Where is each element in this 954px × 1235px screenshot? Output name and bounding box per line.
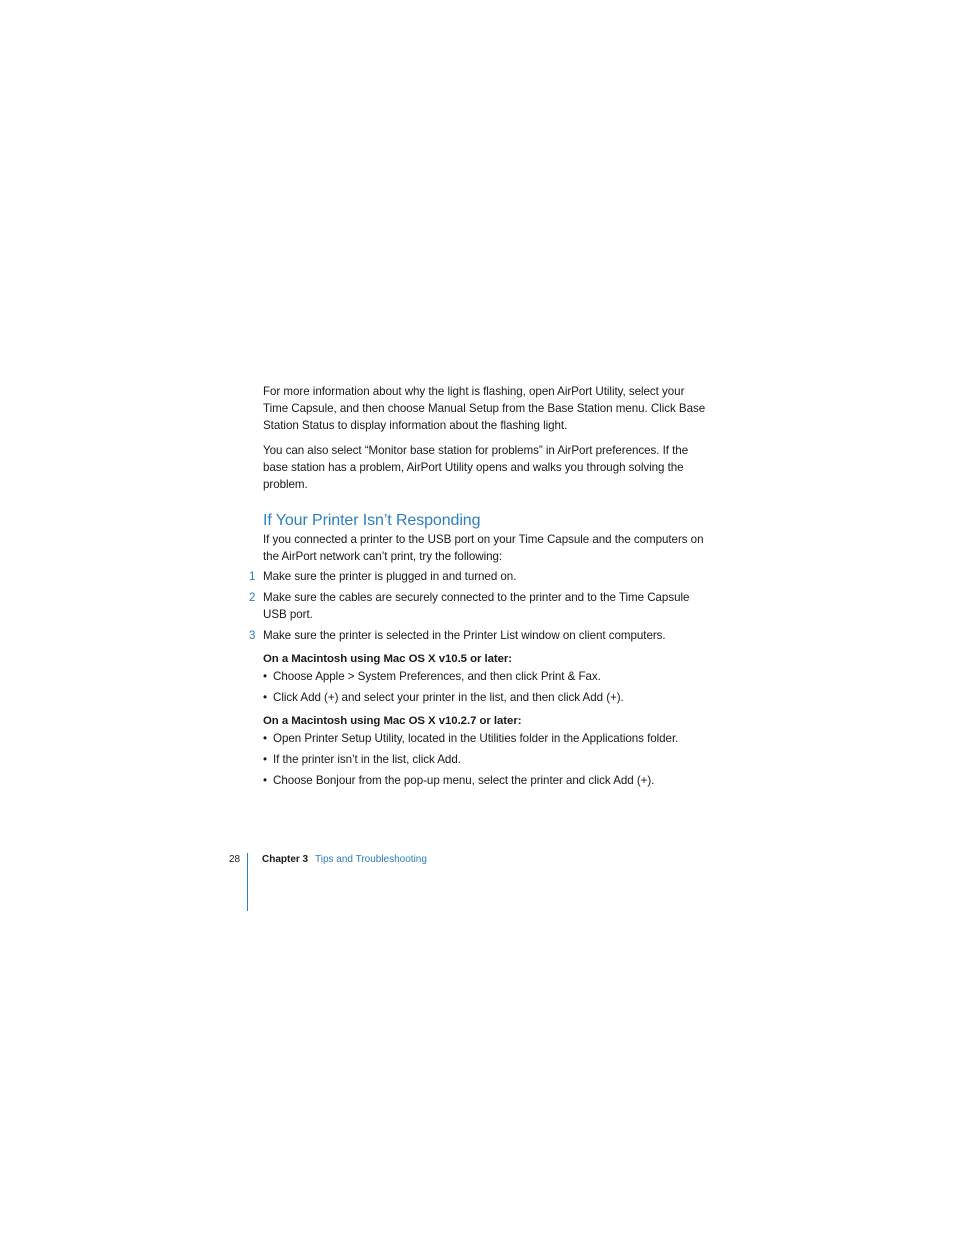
bullet-item xyxy=(263,689,708,706)
bullet-list-mac-10-5 xyxy=(263,668,708,706)
bullet-item xyxy=(263,772,708,789)
section-intro: If you connected a printer to the USB port on your Time Capsule and the computers on the AirPort network can’t print, try the following: xyxy=(263,533,704,563)
intro-paragraph-1: For more information about why the light is flashing, open AirPort Utility, select your Time Capsule, and then choose Manual Setup from the Base Station menu. Click Base Station Status to display information about the flashing light. xyxy=(263,385,706,432)
chapter-label: Chapter 3 xyxy=(262,854,309,865)
step-item xyxy=(249,589,708,623)
step-item xyxy=(249,568,708,585)
page-number: 28 xyxy=(229,854,241,865)
bullet-item xyxy=(263,730,708,747)
bullet-text: Open Printer Setup Utility, located in the Utilities folder in the Applications folder. xyxy=(273,732,679,745)
bullet-icon: • xyxy=(263,753,268,766)
bullet-icon: • xyxy=(263,691,268,704)
intro-paragraph-2: You can also select “Monitor base station for problems” in AirPort preferences. If the base station has a problem, AirPort Utility opens and walks you through solving the problem. xyxy=(263,444,689,491)
steps-list xyxy=(249,568,708,644)
step-number: 1 xyxy=(249,570,256,583)
step-text: Make sure the printer is selected in the Printer List window on client computers. xyxy=(263,629,666,642)
step-number: 3 xyxy=(249,629,256,642)
bullet-icon: • xyxy=(263,732,268,745)
bullet-item xyxy=(263,668,708,685)
page-body xyxy=(249,383,708,793)
bullet-list-mac-10-2-7 xyxy=(263,730,708,789)
bullet-text: Click Add (+) and select your printer in the list, and then click Add (+). xyxy=(273,691,624,704)
footer-divider xyxy=(247,853,248,911)
bullet-icon: • xyxy=(263,670,268,683)
step-text: Make sure the printer is plugged in and turned on. xyxy=(263,570,517,583)
subhead-mac-10-5: On a Macintosh using Mac OS X v10.5 or later: xyxy=(263,653,513,665)
subhead-mac-10-2-7: On a Macintosh using Mac OS X v10.2.7 or later: xyxy=(263,715,522,727)
bullet-text: If the printer isn’t in the list, click Add. xyxy=(273,753,461,766)
step-item xyxy=(249,627,708,644)
step-text: Make sure the cables are securely connected to the printer and to the Time Capsule USB port. xyxy=(263,591,690,621)
chapter-title: Tips and Troubleshooting xyxy=(315,854,427,865)
bullet-item xyxy=(263,751,708,768)
bullet-text: Choose Apple > System Preferences, and then click Print & Fax. xyxy=(273,670,601,683)
bullet-text: Choose Bonjour from the pop-up menu, select the printer and click Add (+). xyxy=(273,774,655,787)
step-number: 2 xyxy=(249,591,256,604)
bullet-icon: • xyxy=(263,774,268,787)
section-heading: If Your Printer Isn’t Responding xyxy=(263,512,481,529)
